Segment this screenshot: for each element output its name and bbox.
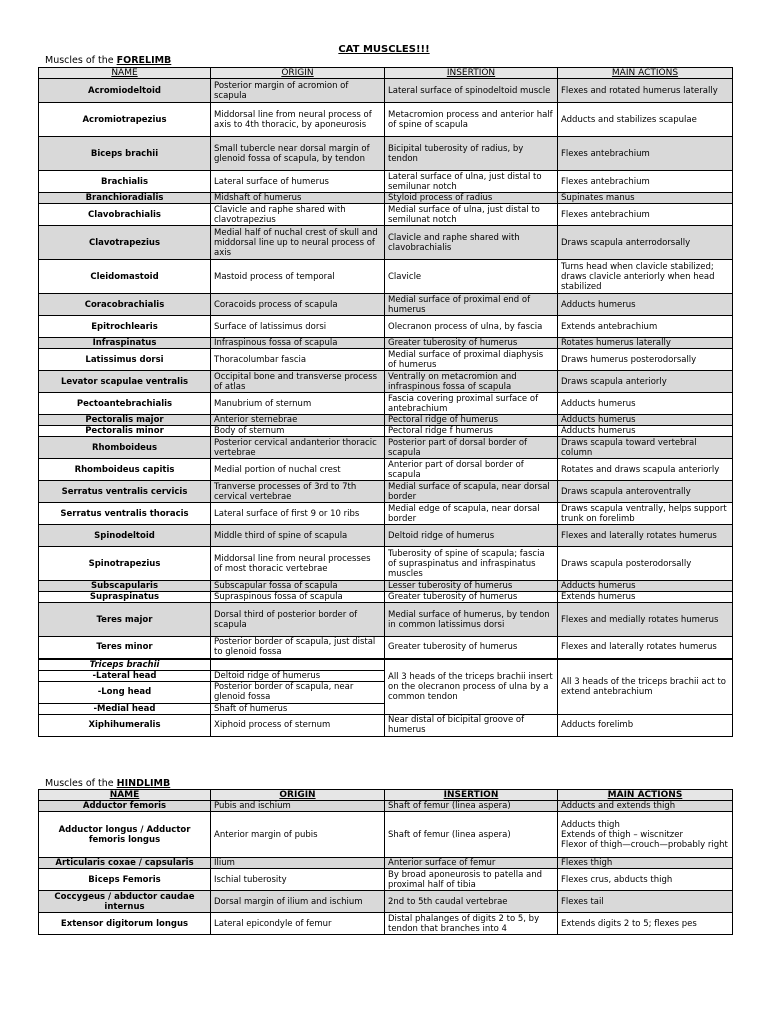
muscle-action: Flexes antebrachium	[558, 171, 733, 193]
column-header-name: NAME	[39, 68, 211, 79]
muscle-origin: Posterior cervical andanterior thoracic vertebrae	[211, 437, 385, 459]
muscle-action: Adducts forelimb	[558, 714, 733, 736]
muscle-action: Flexes and rotated humerus laterally	[558, 79, 733, 103]
table-row	[39, 714, 733, 736]
muscle-insertion: Pectoral ridge of humerus	[385, 415, 558, 426]
triceps-head-name: -Medial head	[39, 703, 211, 714]
muscle-origin: Body of sternum	[211, 426, 385, 437]
muscle-origin: Anterior sternebrae	[211, 415, 385, 426]
muscle-insertion: Medial surface of humerus, by tendon in common latissimus dorsi	[385, 603, 558, 637]
muscle-origin: Supraspinous fossa of scapula	[211, 592, 385, 603]
column-header-name: NAME	[39, 790, 211, 801]
muscle-action: Rotates humerus laterally	[558, 338, 733, 349]
muscle-name: Acromiodeltoid	[39, 79, 211, 103]
muscle-insertion: Styloid process of radius	[385, 193, 558, 204]
muscle-name: Latissimus dorsi	[39, 349, 211, 371]
table-row	[39, 338, 733, 349]
column-header-origin: ORIGIN	[211, 790, 385, 801]
table-row	[39, 659, 733, 671]
muscle-origin: Deltoid ridge of humerus	[211, 670, 385, 681]
muscle-origin: Shaft of humerus	[211, 703, 385, 714]
table-row	[39, 891, 733, 913]
muscle-insertion: Posterior part of dorsal border of scapula	[385, 437, 558, 459]
muscle-group-name: Triceps brachii	[39, 659, 211, 671]
muscle-action: Adducts humerus	[558, 426, 733, 437]
table-row	[39, 637, 733, 659]
muscle-origin: Posterior border of scapula, near glenoid fossa	[211, 681, 385, 703]
table-row	[39, 913, 733, 935]
muscle-name: Subscapularis	[39, 581, 211, 592]
muscle-action: Adducts humerus	[558, 581, 733, 592]
muscle-name: Articularis coxae / capsularis	[39, 858, 211, 869]
muscle-name: Rhomboideus	[39, 437, 211, 459]
muscle-origin: Medial half of nuchal crest of skull and middorsal line up to neural process of axis	[211, 226, 385, 260]
muscle-origin: Ischial tuberosity	[211, 869, 385, 891]
muscle-name: Extensor digitorum longus	[39, 913, 211, 935]
muscle-action: Rotates and draws scapula anteriorly	[558, 459, 733, 481]
table-row	[39, 415, 733, 426]
muscle-origin: Infraspinous fossa of scapula	[211, 338, 385, 349]
muscle-insertion: 2nd to 5th caudal vertebrae	[385, 891, 558, 913]
muscle-action: Draws scapula anterrodorsally	[558, 226, 733, 260]
document-title: CAT MUSCLES!!!	[338, 44, 430, 55]
muscle-action: Adducts thigh Extends of thigh – wiscnitzer Flexor of thigh—crouch—probably right	[558, 812, 733, 858]
muscle-name: Infraspinatus	[39, 338, 211, 349]
muscle-insertion: Medial surface of proximal end of humerus	[385, 294, 558, 316]
table-row	[39, 204, 733, 226]
muscle-name: Levator scapulae ventralis	[39, 371, 211, 393]
muscle-action: Draws humerus posterodorsally	[558, 349, 733, 371]
table-row	[39, 869, 733, 891]
muscle-action: Draws scapula toward vertebral column	[558, 437, 733, 459]
muscle-insertion: Lesser tuberosity of humerus	[385, 581, 558, 592]
muscle-origin: Dorsal margin of ilium and ischium	[211, 891, 385, 913]
muscle-origin: Tranverse processes of 3rd to 7th cervical vertebrae	[211, 481, 385, 503]
table-row	[39, 137, 733, 171]
muscle-action: Draws scapula anteroventrally	[558, 481, 733, 503]
table-row	[39, 103, 733, 137]
column-header-insertion: INSERTION	[385, 68, 558, 79]
muscle-name: Pectoralis minor	[39, 426, 211, 437]
muscle-action: All 3 heads of the triceps brachii act to extend antebrachium	[558, 659, 733, 715]
muscle-action: Flexes antebrachium	[558, 204, 733, 226]
muscle-origin: Manubrium of sternum	[211, 393, 385, 415]
muscle-action: Flexes thigh	[558, 858, 733, 869]
table-row	[39, 316, 733, 338]
muscle-insertion: Medial surface of scapula, near dorsal border	[385, 481, 558, 503]
muscle-insertion: Bicipital tuberosity of radius, by tendon	[385, 137, 558, 171]
triceps-head-name: -Lateral head	[39, 670, 211, 681]
triceps-head-name: -Long head	[39, 681, 211, 703]
muscle-insertion: Distal phalanges of digits 2 to 5, by tendon that branches into 4	[385, 913, 558, 935]
forelimb-section-label: Muscles of the FORELIMB	[45, 55, 172, 66]
muscle-action: Draws scapula posterodorsally	[558, 547, 733, 581]
table-row	[39, 294, 733, 316]
muscle-name: Biceps Femoris	[39, 869, 211, 891]
muscle-insertion: Shaft of femur (linea aspera)	[385, 812, 558, 858]
muscle-action: Flexes and laterally rotates humerus	[558, 637, 733, 659]
table-row	[39, 260, 733, 294]
muscle-name: Serratus ventralis thoracis	[39, 503, 211, 525]
table-row	[39, 393, 733, 415]
muscle-action: Flexes antebrachium	[558, 137, 733, 171]
table-row	[39, 547, 733, 581]
muscle-action: Adducts and stabilizes scapulae	[558, 103, 733, 137]
muscle-name: Teres minor	[39, 637, 211, 659]
forelimb-table	[38, 67, 733, 737]
muscle-name: Pectoralis major	[39, 415, 211, 426]
muscle-insertion: Lateral surface of spinodeltoid muscle	[385, 79, 558, 103]
muscle-insertion: Shaft of femur (linea aspera)	[385, 801, 558, 812]
muscle-origin: Mastoid process of temporal	[211, 260, 385, 294]
muscle-action: Adducts humerus	[558, 393, 733, 415]
muscle-action: Flexes crus, abducts thigh	[558, 869, 733, 891]
muscle-name: Biceps brachii	[39, 137, 211, 171]
column-header-actions: MAIN ACTIONS	[558, 790, 733, 801]
muscle-action: Turns head when clavicle stabilized; draws clavicle anteriorly when head stabilized	[558, 260, 733, 294]
muscle-insertion: Lateral surface of ulna, just distal to semilunar notch	[385, 171, 558, 193]
muscle-insertion: Ventrally on metacromion and infraspinous fossa of scapula	[385, 371, 558, 393]
muscle-origin: Pubis and ischium	[211, 801, 385, 812]
muscle-name: Brachialis	[39, 171, 211, 193]
muscle-action: Adducts humerus	[558, 415, 733, 426]
muscle-origin: Surface of latissimus dorsi	[211, 316, 385, 338]
muscle-action: Adducts humerus	[558, 294, 733, 316]
muscle-insertion: Medial surface of ulna, just distal to semilunat notch	[385, 204, 558, 226]
table-row	[39, 801, 733, 812]
muscle-action: Draws scapula anteriorly	[558, 371, 733, 393]
muscle-insertion: Clavicle	[385, 260, 558, 294]
muscle-name: Pectoantebrachialis	[39, 393, 211, 415]
muscle-name: Coracobrachialis	[39, 294, 211, 316]
muscle-insertion: Greater tuberosity of humerus	[385, 338, 558, 349]
muscle-action: Extends digits 2 to 5; flexes pes	[558, 913, 733, 935]
muscle-name: Serratus ventralis cervicis	[39, 481, 211, 503]
muscle-origin: Dorsal third of posterior border of scapula	[211, 603, 385, 637]
table-row	[39, 592, 733, 603]
table-row	[39, 371, 733, 393]
muscle-insertion: Near distal of bicipital groove of humerus	[385, 714, 558, 736]
table-row	[39, 349, 733, 371]
column-header-origin: ORIGIN	[211, 68, 385, 79]
muscle-insertion: Anterior surface of femur	[385, 858, 558, 869]
muscle-name: Xiphihumeralis	[39, 714, 211, 736]
muscle-name: Coccygeus / abductor caudae internus	[39, 891, 211, 913]
muscle-origin: Occipital bone and transverse process of atlas	[211, 371, 385, 393]
muscle-insertion: Deltoid ridge of humerus	[385, 525, 558, 547]
muscle-insertion: Greater tuberosity of humerus	[385, 637, 558, 659]
muscle-origin: Clavicle and raphe shared with clavotrapezius	[211, 204, 385, 226]
table-row	[39, 603, 733, 637]
muscle-insertion: Medial edge of scapula, near dorsal border	[385, 503, 558, 525]
table-row	[39, 171, 733, 193]
muscle-insertion: Metacromion process and anterior half of spine of scapula	[385, 103, 558, 137]
muscle-name: Clavotrapezius	[39, 226, 211, 260]
table-row	[39, 481, 733, 503]
muscle-action: Flexes and medially rotates humerus	[558, 603, 733, 637]
table-row	[39, 812, 733, 858]
muscle-origin: Middle third of spine of scapula	[211, 525, 385, 547]
muscle-name: Supraspinatus	[39, 592, 211, 603]
muscle-origin: Lateral surface of first 9 or 10 ribs	[211, 503, 385, 525]
muscle-insertion: Olecranon process of ulna, by fascia	[385, 316, 558, 338]
table-row	[39, 437, 733, 459]
muscle-origin: Medial portion of nuchal crest	[211, 459, 385, 481]
muscle-name: Acromiotrapezius	[39, 103, 211, 137]
muscle-name: Clavobrachialis	[39, 204, 211, 226]
hindlimb-section-label: Muscles of the HINDLIMB	[45, 778, 171, 789]
table-row	[39, 459, 733, 481]
muscle-name: Branchioradialis	[39, 193, 211, 204]
muscle-insertion: All 3 heads of the triceps brachii insert on the olecranon process of ulna by a common tendon	[385, 659, 558, 715]
table-row	[39, 581, 733, 592]
muscle-origin: Lateral epicondyle of femur	[211, 913, 385, 935]
table-row	[39, 426, 733, 437]
muscle-insertion: Greater tuberosity of humerus	[385, 592, 558, 603]
muscle-origin: Posterior margin of acromion of scapula	[211, 79, 385, 103]
column-header-insertion: INSERTION	[385, 790, 558, 801]
muscle-origin: Thoracolumbar fascia	[211, 349, 385, 371]
muscle-origin: Posterior border of scapula, just distal to glenoid fossa	[211, 637, 385, 659]
muscle-insertion: Tuberosity of spine of scapula; fascia of supraspinatus and infraspinatus muscles	[385, 547, 558, 581]
muscle-action: Adducts and extends thigh	[558, 801, 733, 812]
muscle-name: Adductor femoris	[39, 801, 211, 812]
muscle-action: Supinates manus	[558, 193, 733, 204]
table-row	[39, 858, 733, 869]
muscle-action: Flexes tail	[558, 891, 733, 913]
muscle-insertion: Clavicle and raphe shared with clavobrachialis	[385, 226, 558, 260]
column-header-actions: MAIN ACTIONS	[558, 68, 733, 79]
muscle-name: Epitrochlearis	[39, 316, 211, 338]
muscle-insertion: By broad aponeurosis to patella and proximal half of tibia	[385, 869, 558, 891]
muscle-action: Draws scapula ventrally, helps support trunk on forelimb	[558, 503, 733, 525]
muscle-origin: Middorsal line from neural process of axis to 4th thoracic, by aponeurosis	[211, 103, 385, 137]
table-row	[39, 525, 733, 547]
table-row	[39, 226, 733, 260]
hindlimb-table	[38, 789, 733, 935]
muscle-origin: Ilium	[211, 858, 385, 869]
muscle-insertion: Pectoral ridge f humerus	[385, 426, 558, 437]
muscle-origin: Middorsal line from neural processes of most thoracic vertebrae	[211, 547, 385, 581]
muscle-origin: Xiphoid process of sternum	[211, 714, 385, 736]
muscle-action: Extends humerus	[558, 592, 733, 603]
empty-cell	[211, 659, 385, 671]
muscle-name: Spinotrapezius	[39, 547, 211, 581]
muscle-name: Rhomboideus capitis	[39, 459, 211, 481]
muscle-name: Cleidomastoid	[39, 260, 211, 294]
muscle-insertion: Fascia covering proximal surface of antebrachium	[385, 393, 558, 415]
muscle-origin: Subscapular fossa of scapula	[211, 581, 385, 592]
muscle-origin: Lateral surface of humerus	[211, 171, 385, 193]
muscle-name: Teres major	[39, 603, 211, 637]
muscle-action: Flexes and laterally rotates humerus	[558, 525, 733, 547]
table-row	[39, 193, 733, 204]
muscle-name: Adductor longus / Adductor femoris longus	[39, 812, 211, 858]
muscle-insertion: Medial surface of proximal diaphysis of humerus	[385, 349, 558, 371]
muscle-name: Spinodeltoid	[39, 525, 211, 547]
table-row	[39, 503, 733, 525]
muscle-origin: Coracoids process of scapula	[211, 294, 385, 316]
table-row	[39, 79, 733, 103]
muscle-action: Extends antebrachium	[558, 316, 733, 338]
muscle-origin: Midshaft of humerus	[211, 193, 385, 204]
muscle-insertion: Anterior part of dorsal border of scapula	[385, 459, 558, 481]
muscle-origin: Small tubercle near dorsal margin of glenoid fossa of scapula, by tendon	[211, 137, 385, 171]
muscle-origin: Anterior margin of pubis	[211, 812, 385, 858]
